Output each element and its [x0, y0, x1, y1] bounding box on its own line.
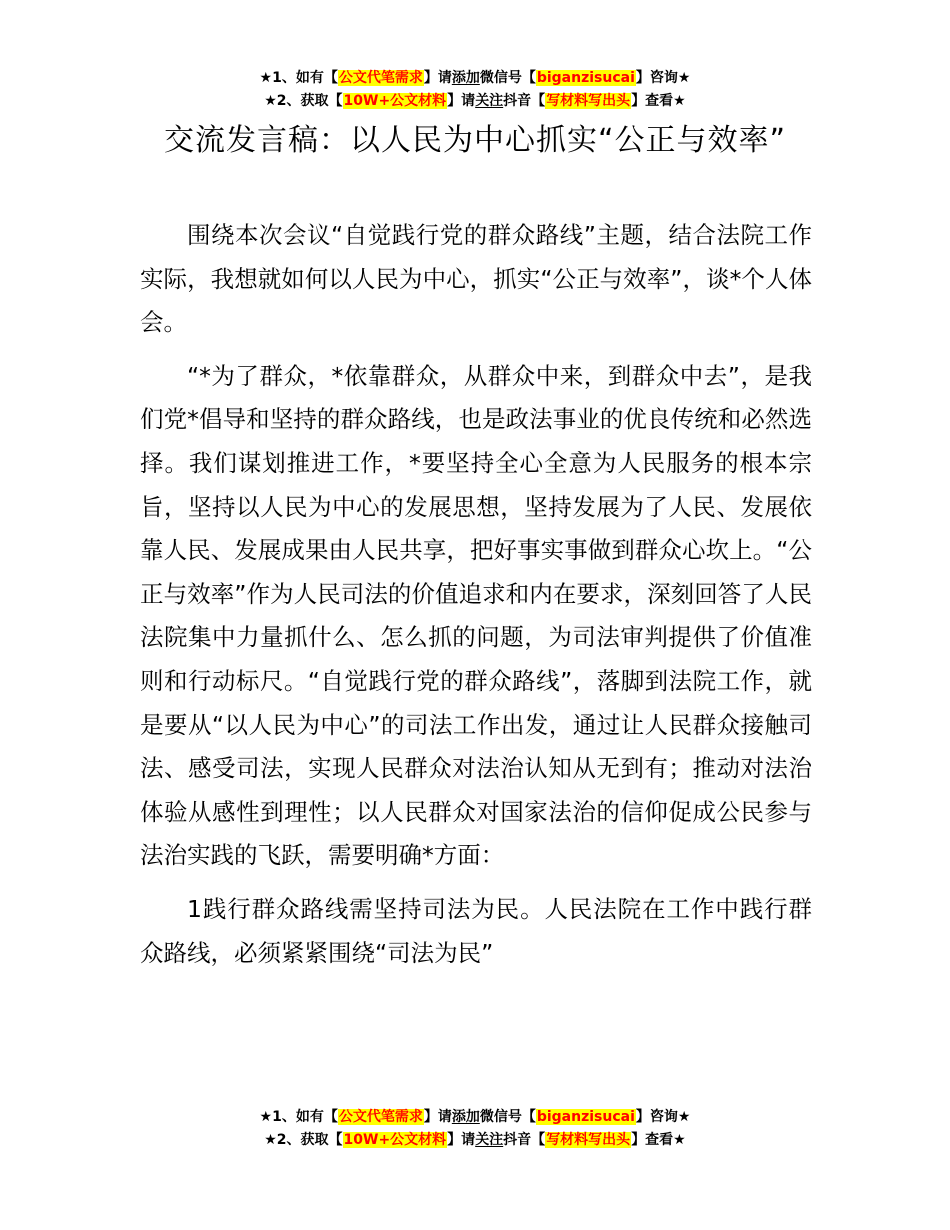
paragraph-intro: 围绕本次会议“自觉践行党的群众路线”主题，结合法院工作实际，我想就如何以人民为中心，抓实“公正与效率”，谈*个人体会。: [140, 221, 812, 337]
materials-highlight: 10W+公文材料: [343, 1132, 447, 1148]
douyin-account-highlight: 写材料写出头: [546, 1132, 631, 1148]
document-body: [140, 214, 812, 985]
footer-line-1: ★1、如有【公文代笔需求】请添加微信号【biganzisucai】咨询★: [259, 1109, 691, 1125]
footer-line-2: ★2、获取【10W+公文材料】请关注抖音【写材料写出头】查看★: [264, 1132, 686, 1148]
douyin-account-highlight: 写材料写出头: [546, 93, 631, 109]
paragraph-point-1: 1践行群众路线需坚持司法为民。人民法院在工作中践行群众路线，必须紧紧围绕“司法为民”: [140, 894, 812, 967]
service-highlight: 公文代笔需求: [338, 70, 423, 86]
banner-line-1: ★1、如有【公文代笔需求】请添加微信号【biganzisucai】咨询★: [259, 70, 691, 86]
wechat-id-highlight: biganzisucai: [536, 1109, 635, 1125]
wechat-id-highlight: biganzisucai: [536, 70, 635, 86]
materials-highlight: 10W+公文材料: [343, 93, 447, 109]
document-title: 交流发言稿：以人民为中心抓实“公正与效率”: [163, 123, 787, 158]
footer-banner: [0, 1106, 950, 1152]
service-highlight: 公文代笔需求: [338, 1109, 423, 1125]
header-banner: [0, 67, 950, 113]
paragraph-mass-line: “*为了群众，*依靠群众，从群众中来，到群众中去”，是我们党*倡导和坚持的群众路线，也是政法事业的优良传统和必然选择。我们谋划推进工作，*要坚持全心全意为人民服务的根本宗旨，坚持以人民为中心的发展思想，坚持发展为了人民、发展依靠人民、发展成果由人民共享，把好事实事做到群众心坎上。“公正与效率”作为人民司法的价值追求和内在要求，深刻回答了人民法院集中力量抓什么、怎么抓的问题，为司法审判提供了价值准则和行动标尺。“自觉践行党的群众路线”，落脚到法院工作，就是要从“以人民为中心”的司法工作出发，通过让人民群众接触司法、感受司法，实现人民群众对法治认知从无到有；推动对法治体验从感性到理性；以人民群众对国家法治的信仰促成公民参与法治实践的飞跃，需要明确*方面：: [140, 361, 812, 870]
banner-line-2: ★2、获取【10W+公文材料】请关注抖音【写材料写出头】查看★: [264, 93, 686, 109]
